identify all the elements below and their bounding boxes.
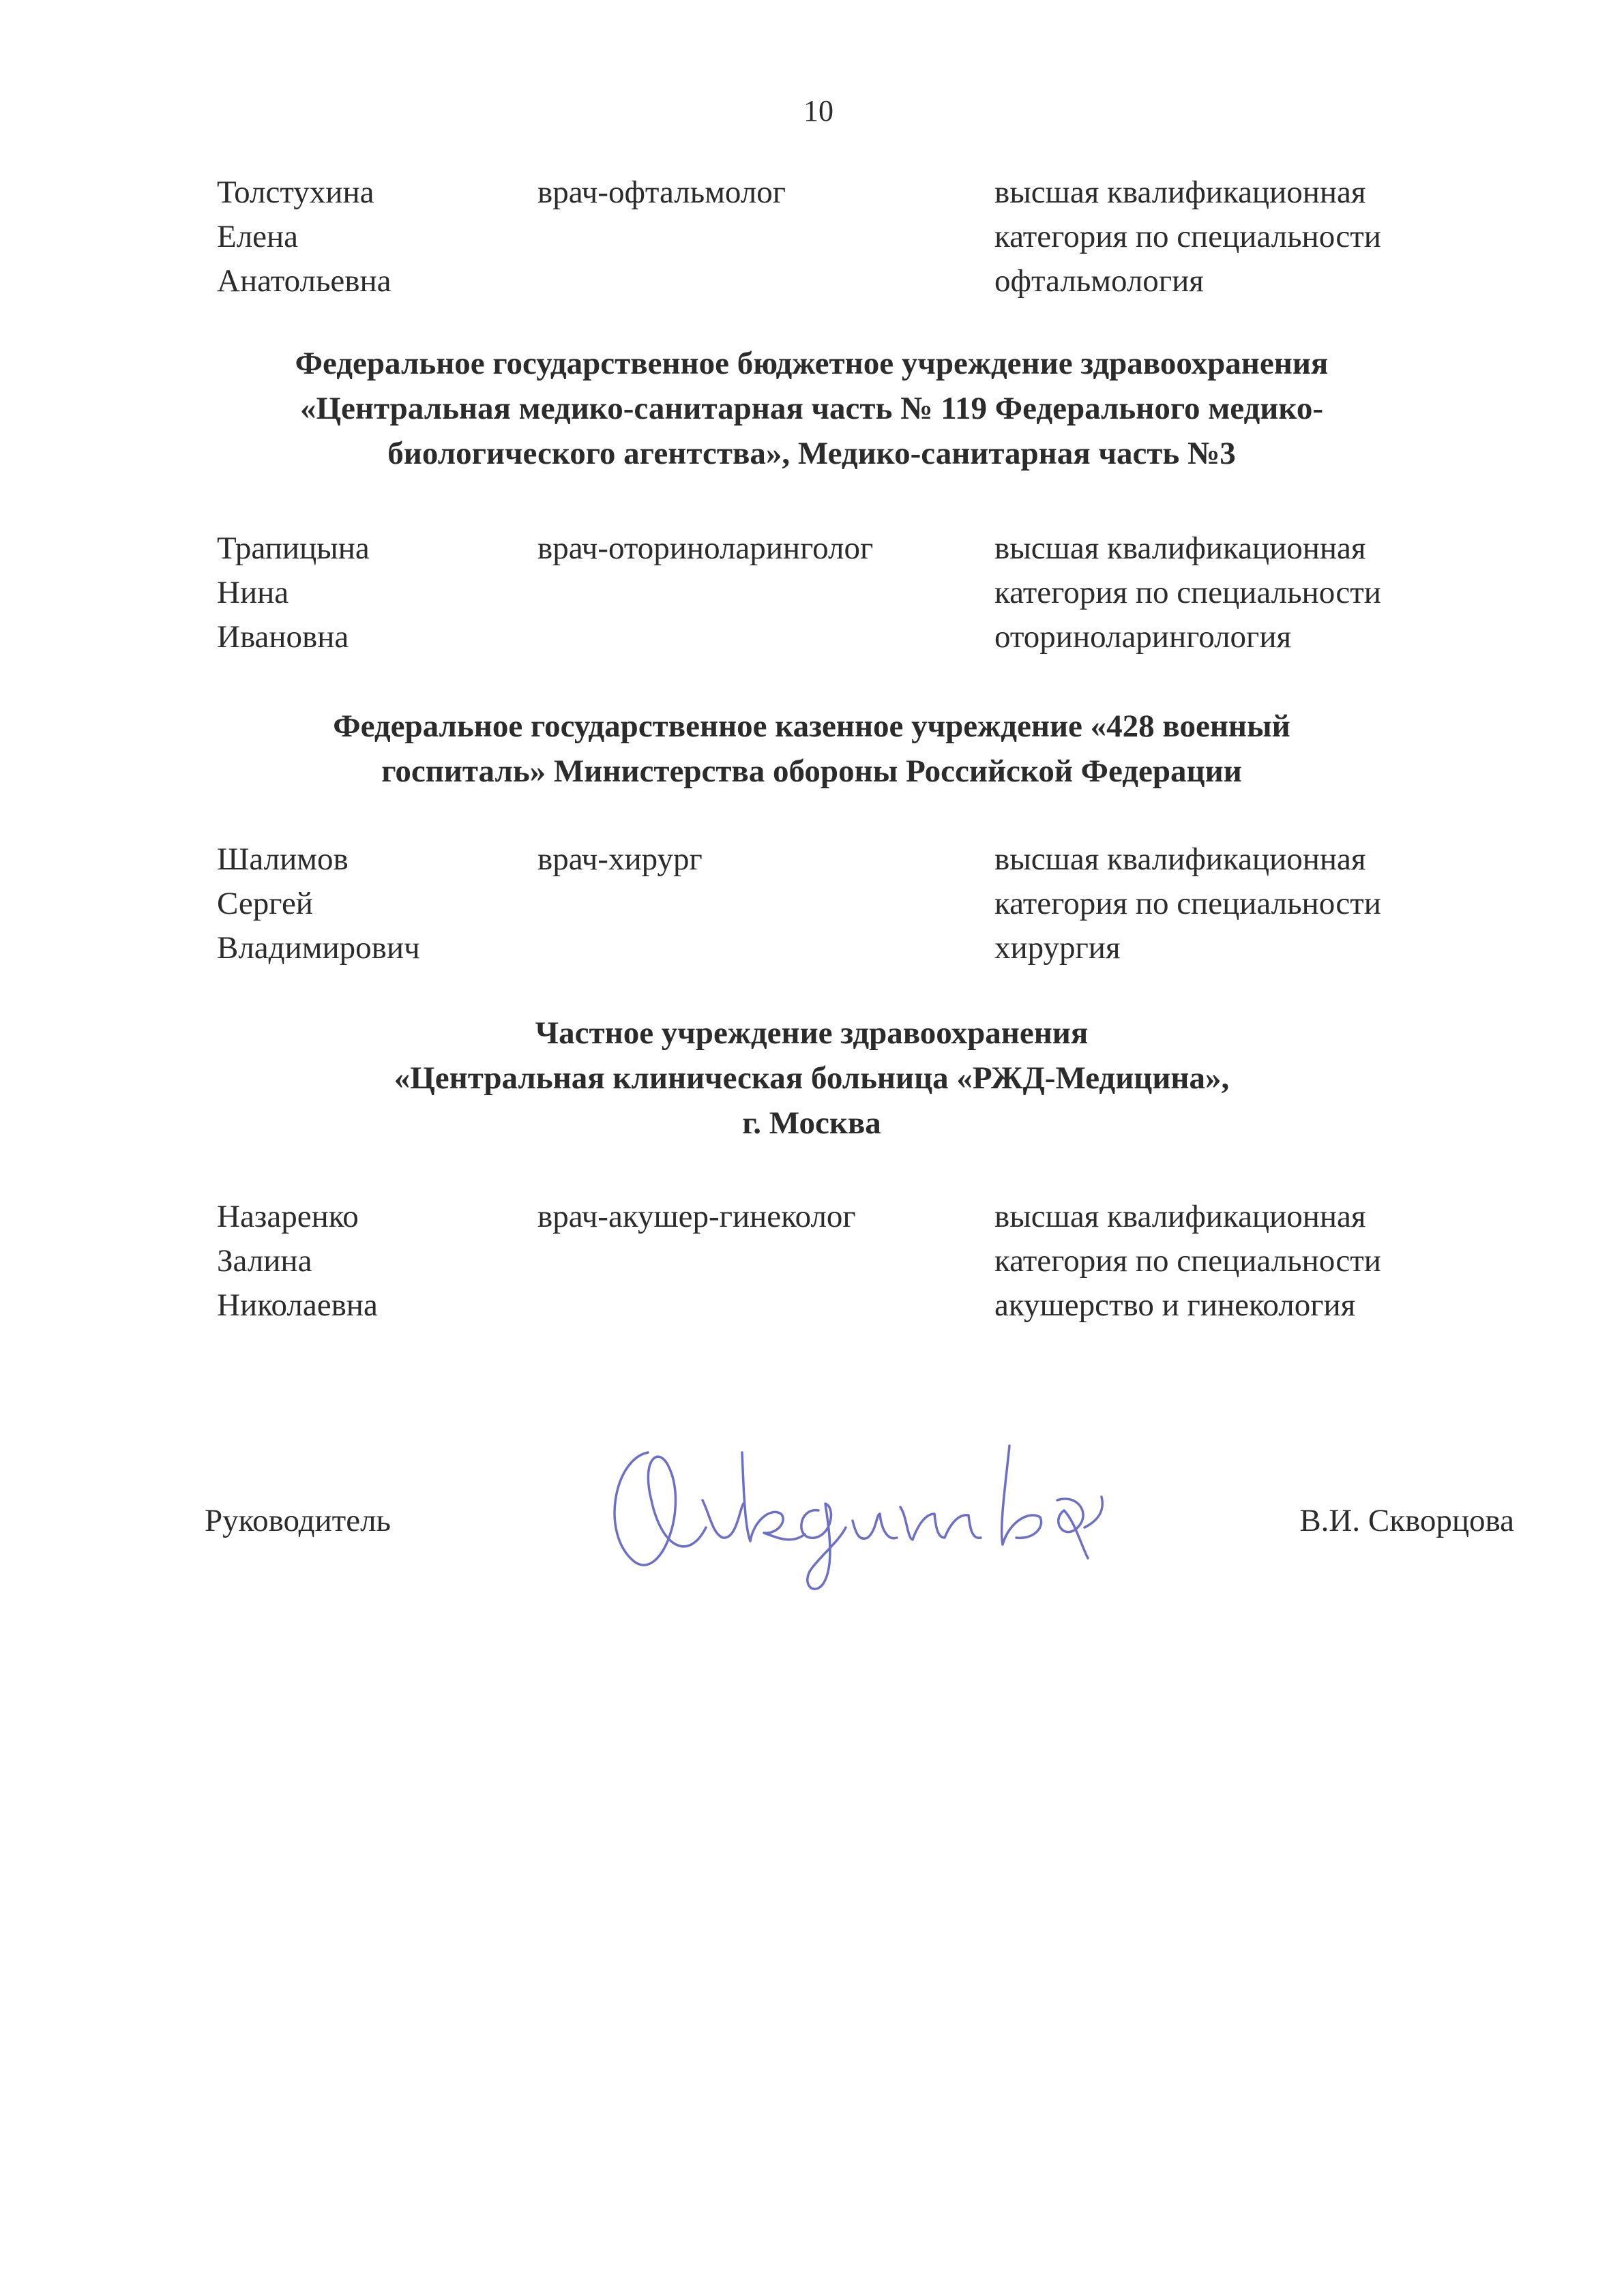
organization-heading: Федеральное государственное бюджетное учреждение здравоохранения «Центральная медико-санитарная часть № 119 Федерального медико- биологического агентства», Медико-санитарная часть №3 <box>295 346 1329 471</box>
page-number: 10 <box>803 94 833 128</box>
staff-qualification: высшая квалификационная категория по специальности акушерство и гинекология <box>994 1199 1381 1323</box>
staff-name <box>217 170 531 303</box>
staff-qualification: высшая квалификационная категория по специальности офтальмология <box>994 175 1381 299</box>
signatory-title: Руководитель <box>205 1503 391 1538</box>
staff-entry <box>217 1195 1513 1331</box>
first-name: Залина <box>217 1243 312 1279</box>
organization-heading: Частное учреждение здравоохранения «Центральная клиническая больница «РЖД-Медицина», г. Москва <box>394 1015 1230 1141</box>
handwritten-signature <box>587 1425 1296 1596</box>
staff-qualification: высшая квалификационная категория по специальности оториноларингология <box>994 531 1381 655</box>
first-name: Нина <box>217 575 289 610</box>
staff-entry <box>217 170 1513 307</box>
staff-position: врач-офтальмолог <box>537 175 786 210</box>
staff-position: врач-хирург <box>537 841 703 877</box>
surname: Назаренко <box>217 1199 359 1234</box>
signature-block <box>205 1425 1514 1602</box>
staff-name <box>217 837 531 970</box>
surname: Шалимов <box>217 841 349 877</box>
patronymic: Николаевна <box>217 1287 378 1323</box>
staff-name <box>217 526 531 659</box>
staff-qualification: высшая квалификационная категория по специальности хирургия <box>994 841 1381 966</box>
staff-entry <box>217 526 1513 663</box>
patronymic: Анатольевна <box>217 263 392 299</box>
signatory-name: В.И. Скворцова <box>1299 1503 1514 1538</box>
staff-name <box>217 1195 531 1328</box>
organization-heading: Федеральное государственное казенное учреждение «428 военный госпиталь» Министерства обороны Российской Федерации <box>333 709 1290 789</box>
surname: Толстухина <box>217 175 374 210</box>
staff-position: врач-акушер-гинеколог <box>537 1199 856 1234</box>
staff-entry <box>217 837 1513 974</box>
patronymic: Ивановна <box>217 619 349 655</box>
staff-position: врач-оториноларинголог <box>537 531 874 566</box>
surname: Трапицына <box>217 531 370 566</box>
patronymic: Владимирович <box>217 930 420 966</box>
first-name: Елена <box>217 219 299 254</box>
first-name: Сергей <box>217 886 313 921</box>
